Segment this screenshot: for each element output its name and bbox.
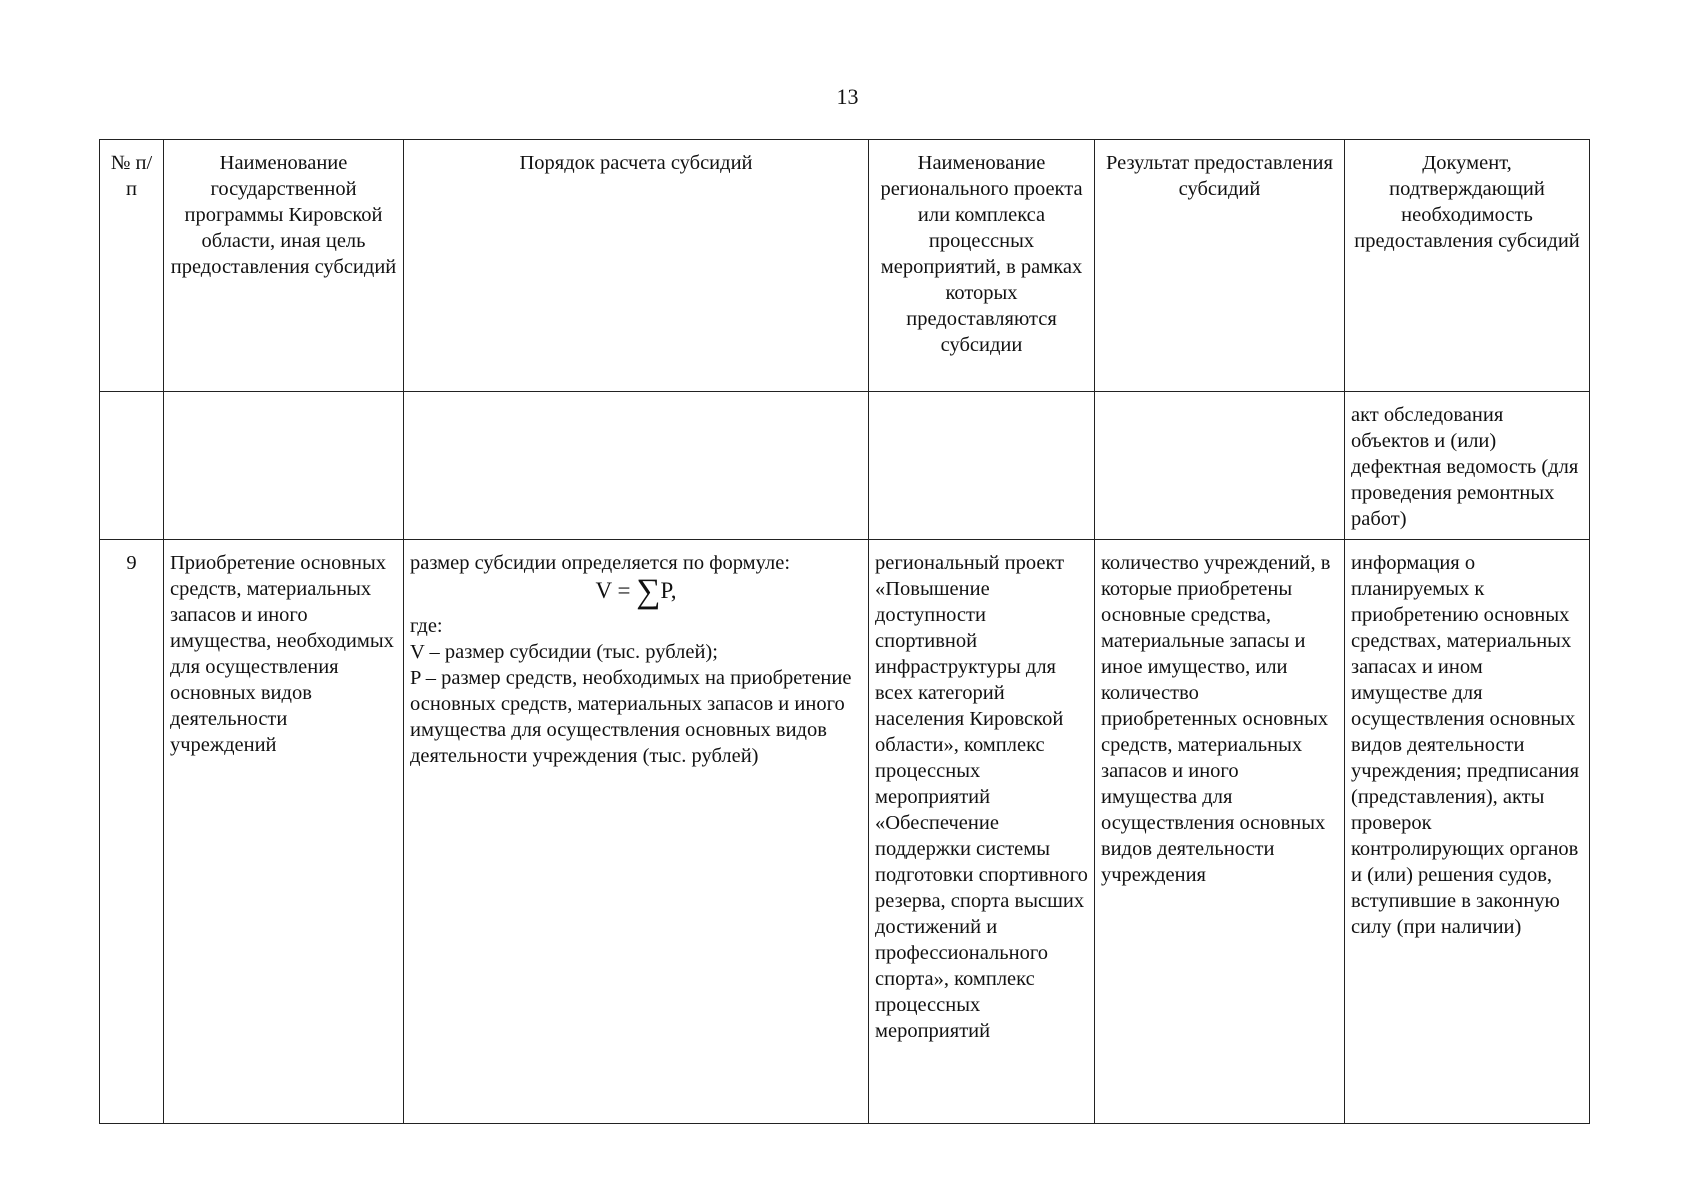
calc-v-definition: V – размер субсидии (тыс. рублей);: [410, 641, 718, 663]
calc-p-definition: P – размер средств, необходимых на приобретение основных средств, материальных запасов и иного имущества для осуществления основных видов деятельности учреждения (тыс. рублей): [410, 667, 852, 767]
cell-empty: [1095, 392, 1345, 540]
cell-project-name: региональный проект «Повышение доступности спортивной инфраструктуры для всех категорий населения Кировской области», комплекс процессных мероприятий «Обеспечение поддержки системы подготовки спортивного резерва, спорта высших достижений и профессионального спорта», комплекс процессных мероприятий: [869, 540, 1095, 1124]
table-header-row: [100, 140, 1590, 392]
sigma-symbol: ∑: [636, 573, 661, 610]
header-result: Результат предоставления субсидий: [1095, 140, 1345, 392]
header-calculation-order: Порядок расчета субсидий: [404, 140, 869, 392]
calc-intro: размер субсидии определяется по формуле:: [410, 552, 791, 574]
formula-right: P,: [660, 578, 677, 603]
header-number: № п/п: [100, 140, 164, 392]
cell-document-continuation: акт обследования объектов и (или) дефектная ведомость (для проведения ремонтных работ): [1345, 392, 1590, 540]
header-document: Документ, подтверждающий необходимость предоставления субсидий: [1345, 140, 1590, 392]
table-row-9: [100, 540, 1590, 1124]
cell-program-name: Приобретение основных средств, материальных запасов и иного имущества, необходимых для осуществления основных видов деятельности учреждений: [164, 540, 404, 1124]
formula-left: V =: [595, 578, 637, 603]
cell-result: количество учреждений, в которые приобретены основные средства, материальные запасы и иное имущество, или количество приобретенных основных средств, материальных запасов и иного имущества для осуществления основных видов деятельности учреждения: [1095, 540, 1345, 1124]
subsidy-table: [99, 139, 1590, 1124]
subsidy-formula: [410, 573, 862, 610]
header-program-name: Наименование государственной программы Кировской области, иная цель предоставления субсидий: [164, 140, 404, 392]
cell-empty: [100, 392, 164, 540]
page-number: 13: [836, 84, 859, 109]
cell-empty: [869, 392, 1095, 540]
calc-where: где:: [410, 615, 443, 637]
cell-empty: [164, 392, 404, 540]
cell-row-number: 9: [100, 540, 164, 1124]
cell-empty: [404, 392, 869, 540]
header-project-name: Наименование регионального проекта или комплекса процессных мероприятий, в рамках которых предоставляются субсидии: [869, 140, 1095, 392]
cell-document: информация о планируемых к приобретению основных средствах, материальных запасах и ином имуществе для осуществления основных видов деятельности учреждения; предписания (представления), акты проверок контролирующих органов и (или) решения судов, вступившие в законную силу (при наличии): [1345, 540, 1590, 1124]
table-row-continuation: [100, 392, 1590, 540]
cell-calculation-order: [404, 540, 869, 1124]
